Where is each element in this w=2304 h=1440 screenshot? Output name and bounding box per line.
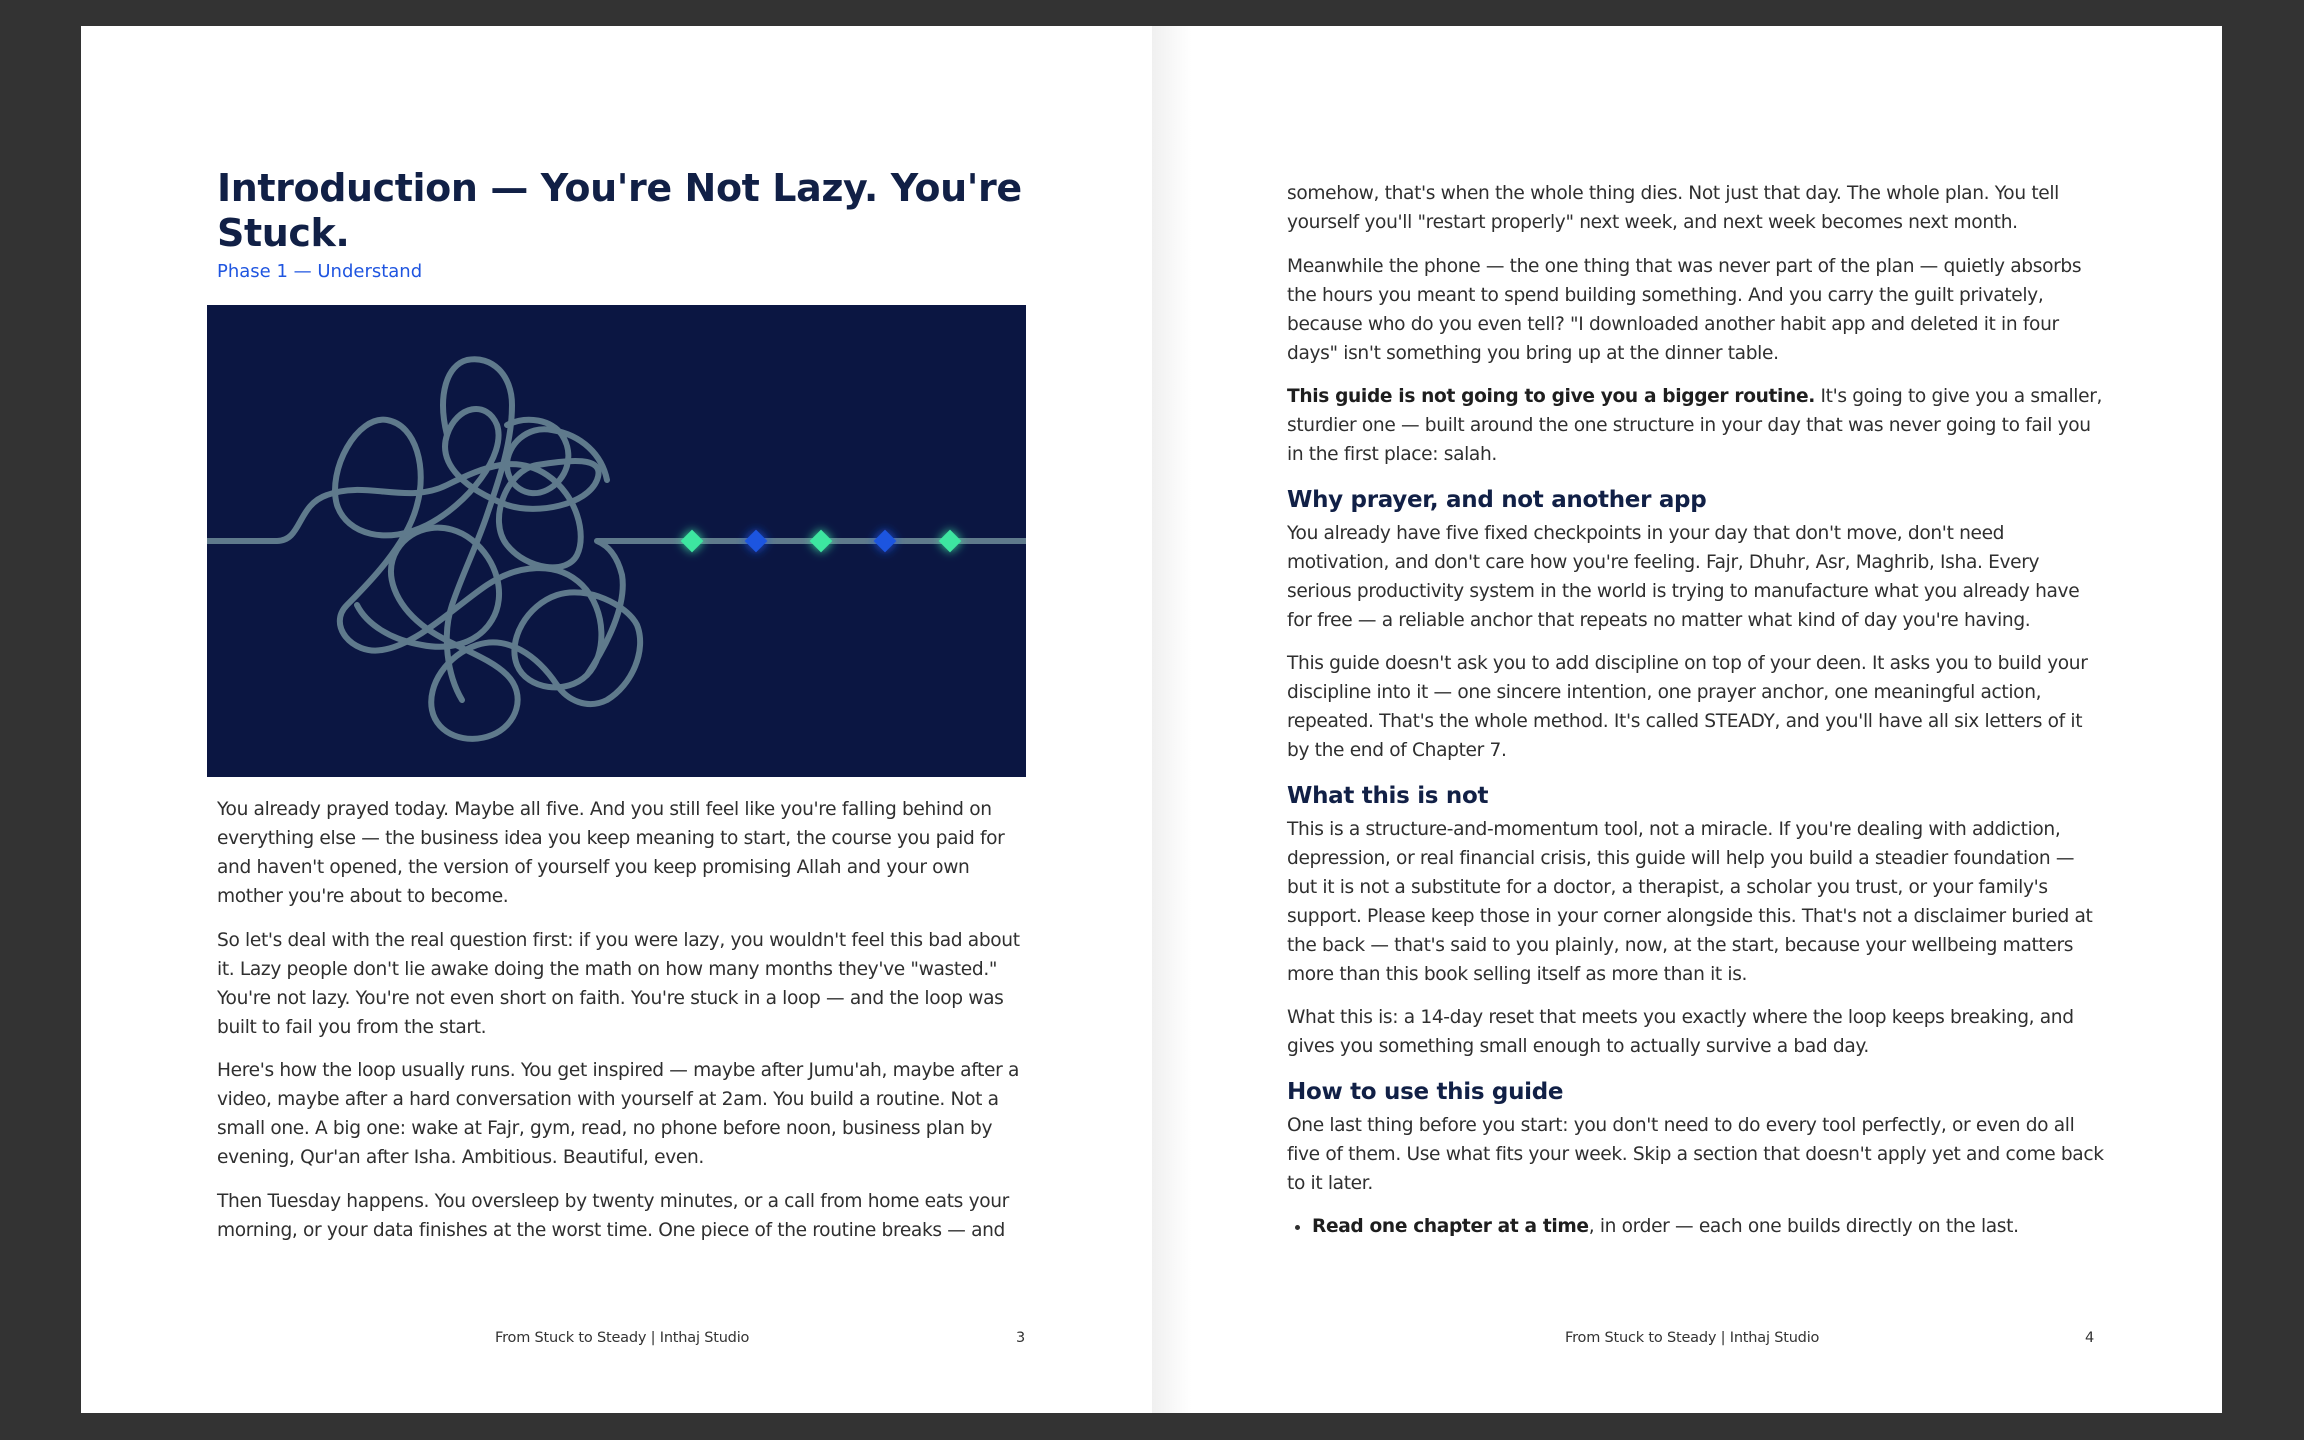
paragraph xyxy=(1287,382,2107,469)
page-number: 3 xyxy=(1016,1330,1026,1346)
paragraph: You already have five fixed checkpoints in your day that don't move, don't need motivation, and don't care how you're feeling. Fajr, Dhuhr, Asr, Maghrib, Isha. Every serious productivity system in the world is trying to manufacture what you already have for free — a reliable anchor that repeats no matter what kind of day you're having. xyxy=(1287,522,2080,631)
left-page xyxy=(81,26,1152,1413)
bold-lead: Read one chapter at a time xyxy=(1312,1216,1589,1237)
paragraph-rest: It's going to give you a smaller, sturdier one — built around the one structure in your day that was never going to fail you in the first place: salah. xyxy=(1287,386,2103,465)
footer-title: From Stuck to Steady | Inthaj Studio xyxy=(495,1330,750,1346)
bullet-list xyxy=(1287,1212,2107,1241)
section-heading: Why prayer, and not another app xyxy=(1287,486,1707,513)
page-number: 4 xyxy=(2085,1330,2095,1346)
right-page xyxy=(1152,26,2222,1413)
paragraph: This is a structure-and-momentum tool, not a miracle. If you're dealing with addiction, depression, or real financial crisis, this guide will help you build a steadier foundation — but it is not a substitute for a doctor, a therapist, a scholar you trust, or your family's support. Please keep those in your corner alongside this. That's not a disclaimer buried at the back — that's said to you plainly, now, at the start, because your wellbeing matters more than this book selling itself as more than it is. xyxy=(1287,818,2093,985)
paragraph: Meanwhile the phone — the one thing that was never part of the plan — quietly absorbs the hours you meant to spend building something. And you carry the guilt privately, because who do you even tell? "I downloaded another habit app and deleted it in four days" isn't something you bring up at the dinner table. xyxy=(1287,255,2082,364)
section-heading: What this is not xyxy=(1287,782,1489,809)
gutter-shadow xyxy=(1152,26,1192,1413)
chapter-title: Introduction — You're Not Lazy. You're Stuck. xyxy=(217,166,1022,255)
paragraph: This guide doesn't ask you to add discipline on top of your deen. It asks you to build your discipline into it — one sincere intention, one prayer anchor, one meaningful action, repeated. That's the whole method. It's called STEADY, and you'll have all six letters of it by the end of Chapter 7. xyxy=(1287,653,2088,761)
footer-title: From Stuck to Steady | Inthaj Studio xyxy=(1565,1330,1820,1346)
right-page-content xyxy=(1287,179,2107,1241)
paragraph: somehow, that's when the whole thing dies. Not just that day. The whole plan. You tell yourself you'll "restart properly" next week, and next week becomes next month. xyxy=(1287,183,2059,233)
left-page-content xyxy=(217,166,1037,1259)
paragraph: What this is: a 14-day reset that meets you exactly where the loop keeps breaking, and gives you something small enough to actually survive a bad day. xyxy=(1287,1007,2074,1057)
knot-illustration xyxy=(207,305,1026,777)
bold-lead: This guide is not going to give you a bigger routine. xyxy=(1287,386,1815,407)
paragraph: Then Tuesday happens. You oversleep by twenty minutes, or a call from home eats your morning, or your data finishes at the worst time. One piece of the routine breaks — and xyxy=(217,1190,1009,1241)
paragraph: You already prayed today. Maybe all five. And you still feel like you're falling behind on everything else — the business idea you keep meaning to start, the course you paid for and haven't opened, the version of yourself you keep promising Allah and your own mother you're about to become. xyxy=(217,799,1005,907)
left-body-text xyxy=(217,795,1037,1245)
tangled-line xyxy=(207,359,1026,739)
paragraph: Here's how the loop usually runs. You get inspired — maybe after Jumu'ah, maybe after a video, maybe after a hard conversation with yourself at 2am. You build a routine. Not a small one. A big one: wake at Fajr, gym, read, no phone before noon, business plan by evening, Qur'an after Isha. Ambitious. Beautiful, even. xyxy=(217,1060,1020,1168)
list-item xyxy=(1312,1212,2107,1241)
phase-label: Phase 1 — Understand xyxy=(217,261,423,282)
paragraph: So let's deal with the real question first: if you were lazy, you wouldn't feel this bad about it. Lazy people don't lie awake doing the math on how many months they've "wasted." You're not lazy. You're not even short on faith. You're stuck in a loop — and the loop was built to fail you from the start. xyxy=(217,929,1020,1038)
section-heading: How to use this guide xyxy=(1287,1078,1564,1105)
paragraph: One last thing before you start: you don't need to do every tool perfectly, or even do all five of them. Use what fits your week. Skip a section that doesn't apply yet and come back to it later. xyxy=(1287,1114,2104,1194)
list-item-rest: , in order — each one builds directly on the last. xyxy=(1588,1216,2019,1237)
